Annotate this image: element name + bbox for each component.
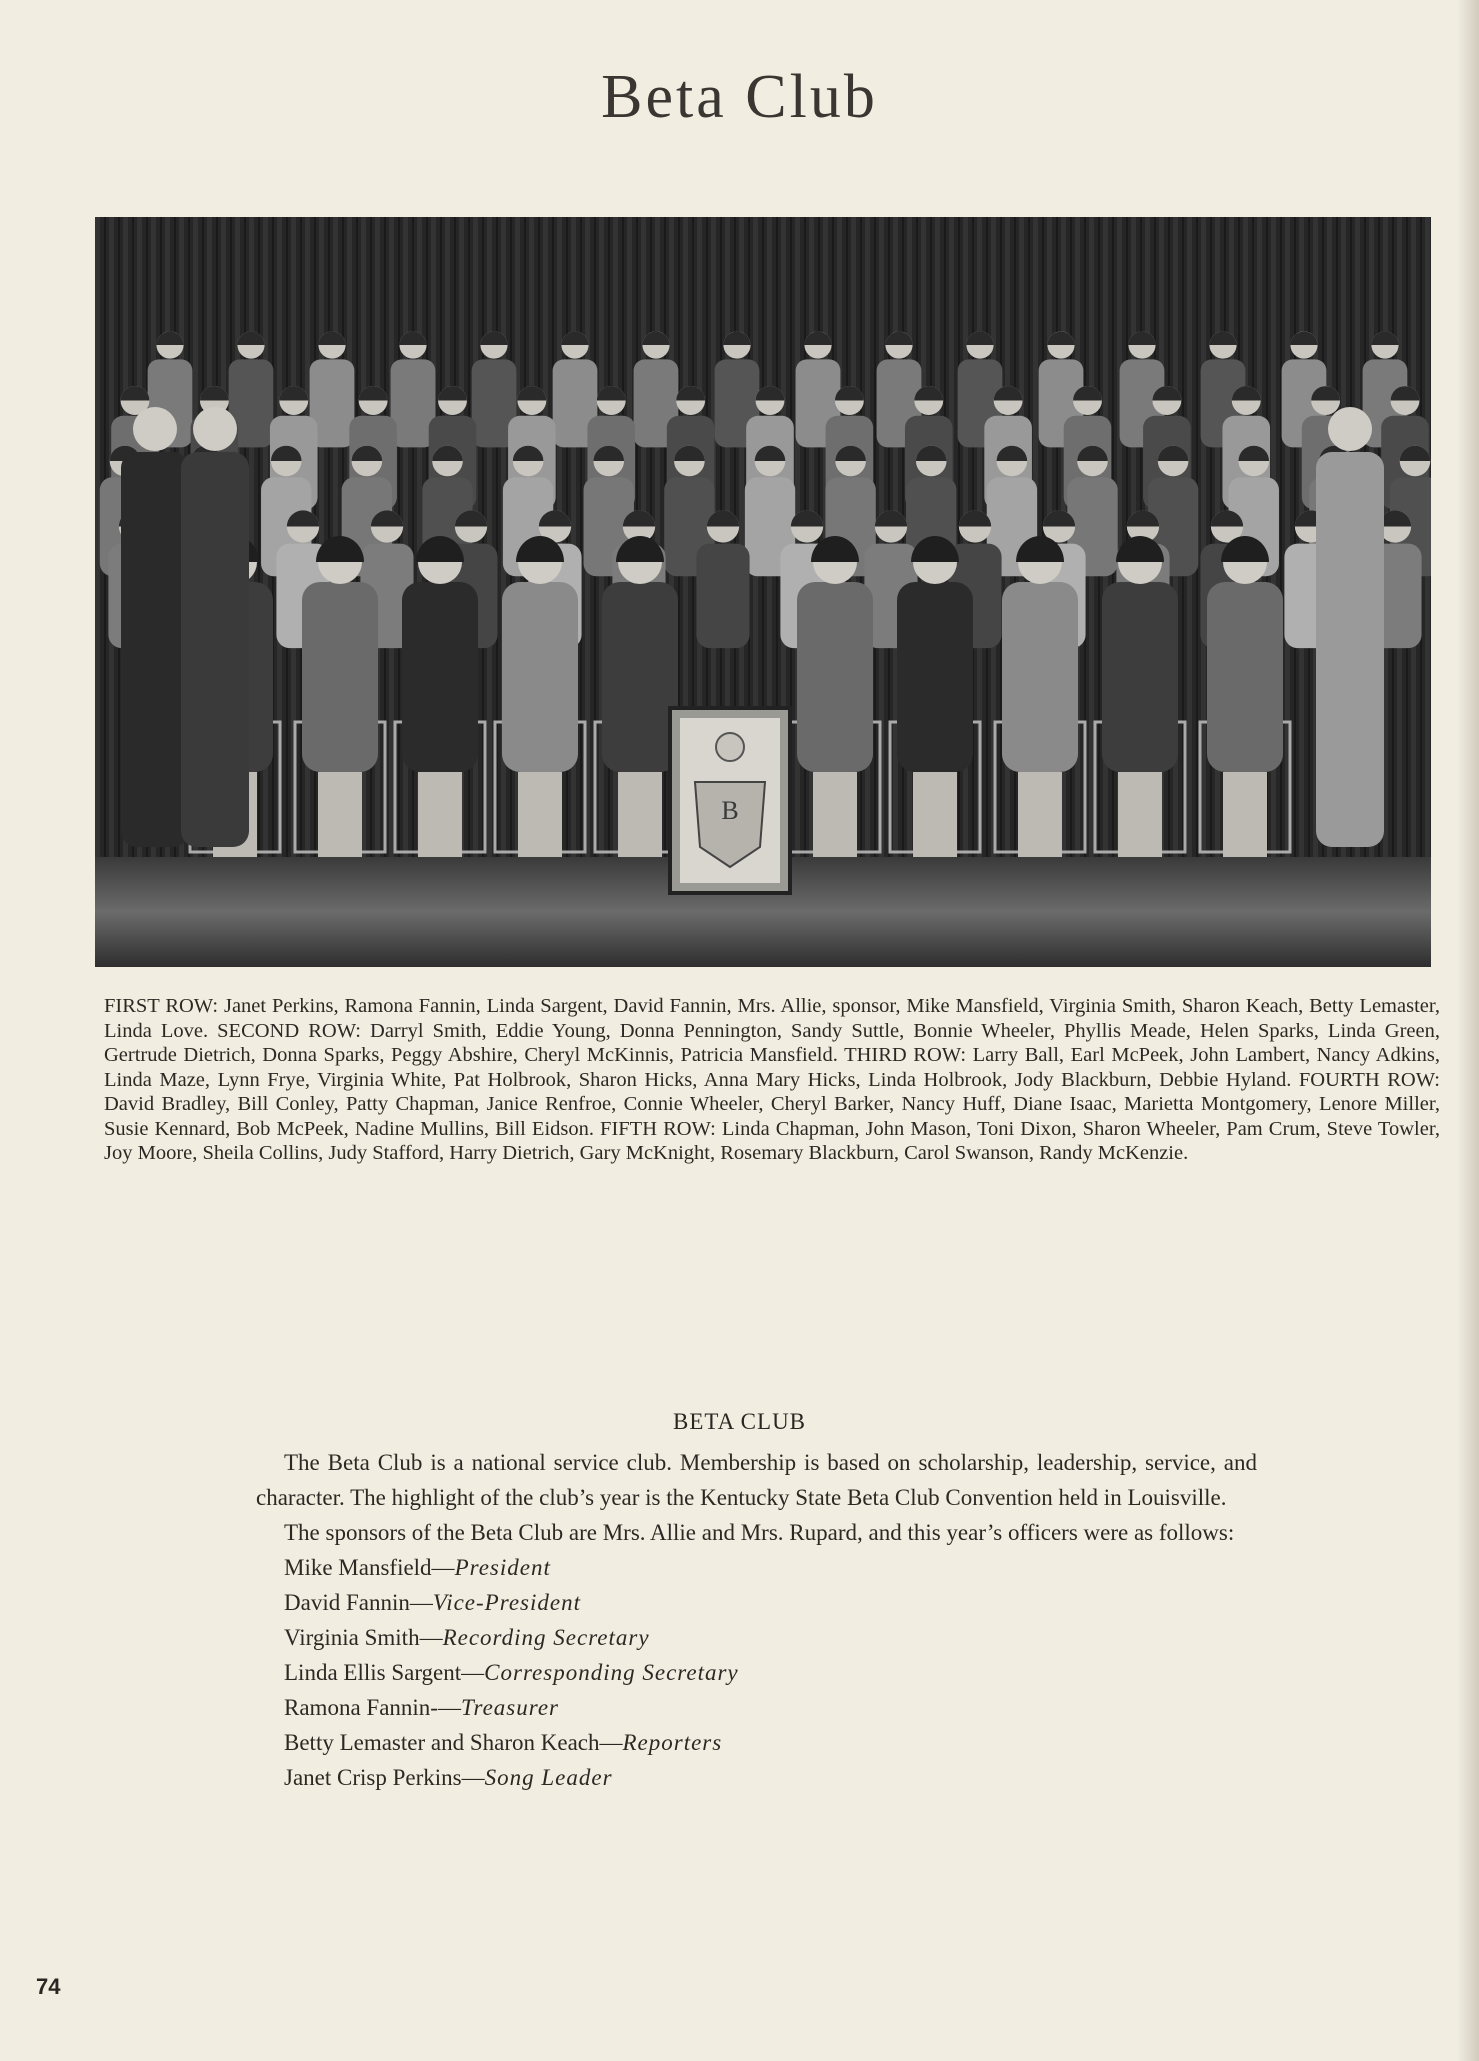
article-heading: BETA CLUB <box>672 1409 807 1434</box>
officer-name: Ramona Fannin-— <box>284 1695 461 1720</box>
article-body <box>256 1445 1257 1795</box>
officer-item <box>284 1550 1257 1585</box>
page-number: 74 <box>36 1974 61 1999</box>
officer-name: Janet Crisp Perkins— <box>284 1765 485 1790</box>
officer-name: Linda Ellis Sargent— <box>284 1660 485 1685</box>
officer-role: President <box>454 1555 551 1580</box>
officer-name: Virginia Smith— <box>284 1625 443 1650</box>
officer-item <box>284 1585 1257 1620</box>
officer-role: Recording Secretary <box>442 1625 650 1650</box>
group-photo <box>95 217 1431 967</box>
officer-role: Treasurer <box>460 1695 559 1720</box>
officer-item <box>284 1655 1257 1690</box>
crest-letter: B <box>721 796 739 825</box>
officer-role: Corresponding Secretary <box>484 1660 739 1685</box>
beta-club-crest <box>670 708 790 893</box>
article-paragraph-2: The sponsors of the Beta Club are Mrs. Allie and Mrs. Rupard, and this year’s officers were as follows: <box>284 1520 1235 1545</box>
officer-name: Mike Mansfield— <box>284 1555 455 1580</box>
officer-item <box>284 1760 1257 1795</box>
officer-role: Reporters <box>622 1730 723 1755</box>
officer-role: Vice-President <box>432 1590 581 1615</box>
page-title: Beta Club <box>601 63 878 131</box>
page-edge-shadow <box>1457 0 1479 2061</box>
officer-item <box>284 1725 1257 1760</box>
officer-item <box>284 1620 1257 1655</box>
officer-name: Betty Lemaster and Sharon Keach— <box>284 1730 623 1755</box>
officer-role: Song Leader <box>484 1765 613 1790</box>
officers-list <box>256 1550 1257 1795</box>
officer-item <box>284 1690 1257 1725</box>
article-paragraph-1: The Beta Club is a national service club. Membership is based on scholarship, leadership, service, and character. The highlight of the club’s year is the Kentucky State Beta Club Convention held in Louisville. <box>256 1450 1257 1510</box>
photo-caption: FIRST ROW: Janet Perkins, Ramona Fannin, Linda Sargent, David Fannin, Mrs. Allie, sponsor, Mike Mansfield, Virginia Smith, Sharon Keach, Betty Lemaster, Linda Love. SECOND ROW: Darryl Smith, Eddie Young, Donna Pennington, Sandy Suttle, Bonnie Wheeler, Phyllis Meade, Helen Sparks, Linda Green, Gertrude Dietrich, Donna Sparks, Peggy Abshire, Cheryl McKinnis, Patricia Mansfield. THIRD ROW: Larry Ball, Earl McPeek, John Lambert, Nancy Adkins, Linda Maze, Lynn Frye, Virginia White, Pat Holbrook, Sharon Hicks, Anna Mary Hicks, Linda Holbrook, Jody Blackburn, Debbie Hyland. FOURTH ROW: David Bradley, Bill Conley, Patty Chapman, Janice Renfroe, Connie Wheeler, Cheryl Barker, Nancy Huff, Diane Isaac, Marietta Montgomery, Lenore Miller, Susie Kennard, Bob McPeek, Nadine Mullins, Bill Eidson. FIFTH ROW: Linda Chapman, John Mason, Toni Dixon, Sharon Wheeler, Pam Crum, Steve Towler, Joy Moore, Sheila Collins, Judy Stafford, Harry Dietrich, Gary McKnight, Rosemary Blackburn, Carol Swanson, Randy McKenzie. <box>104 995 1440 1164</box>
officer-name: David Fannin— <box>284 1590 433 1615</box>
